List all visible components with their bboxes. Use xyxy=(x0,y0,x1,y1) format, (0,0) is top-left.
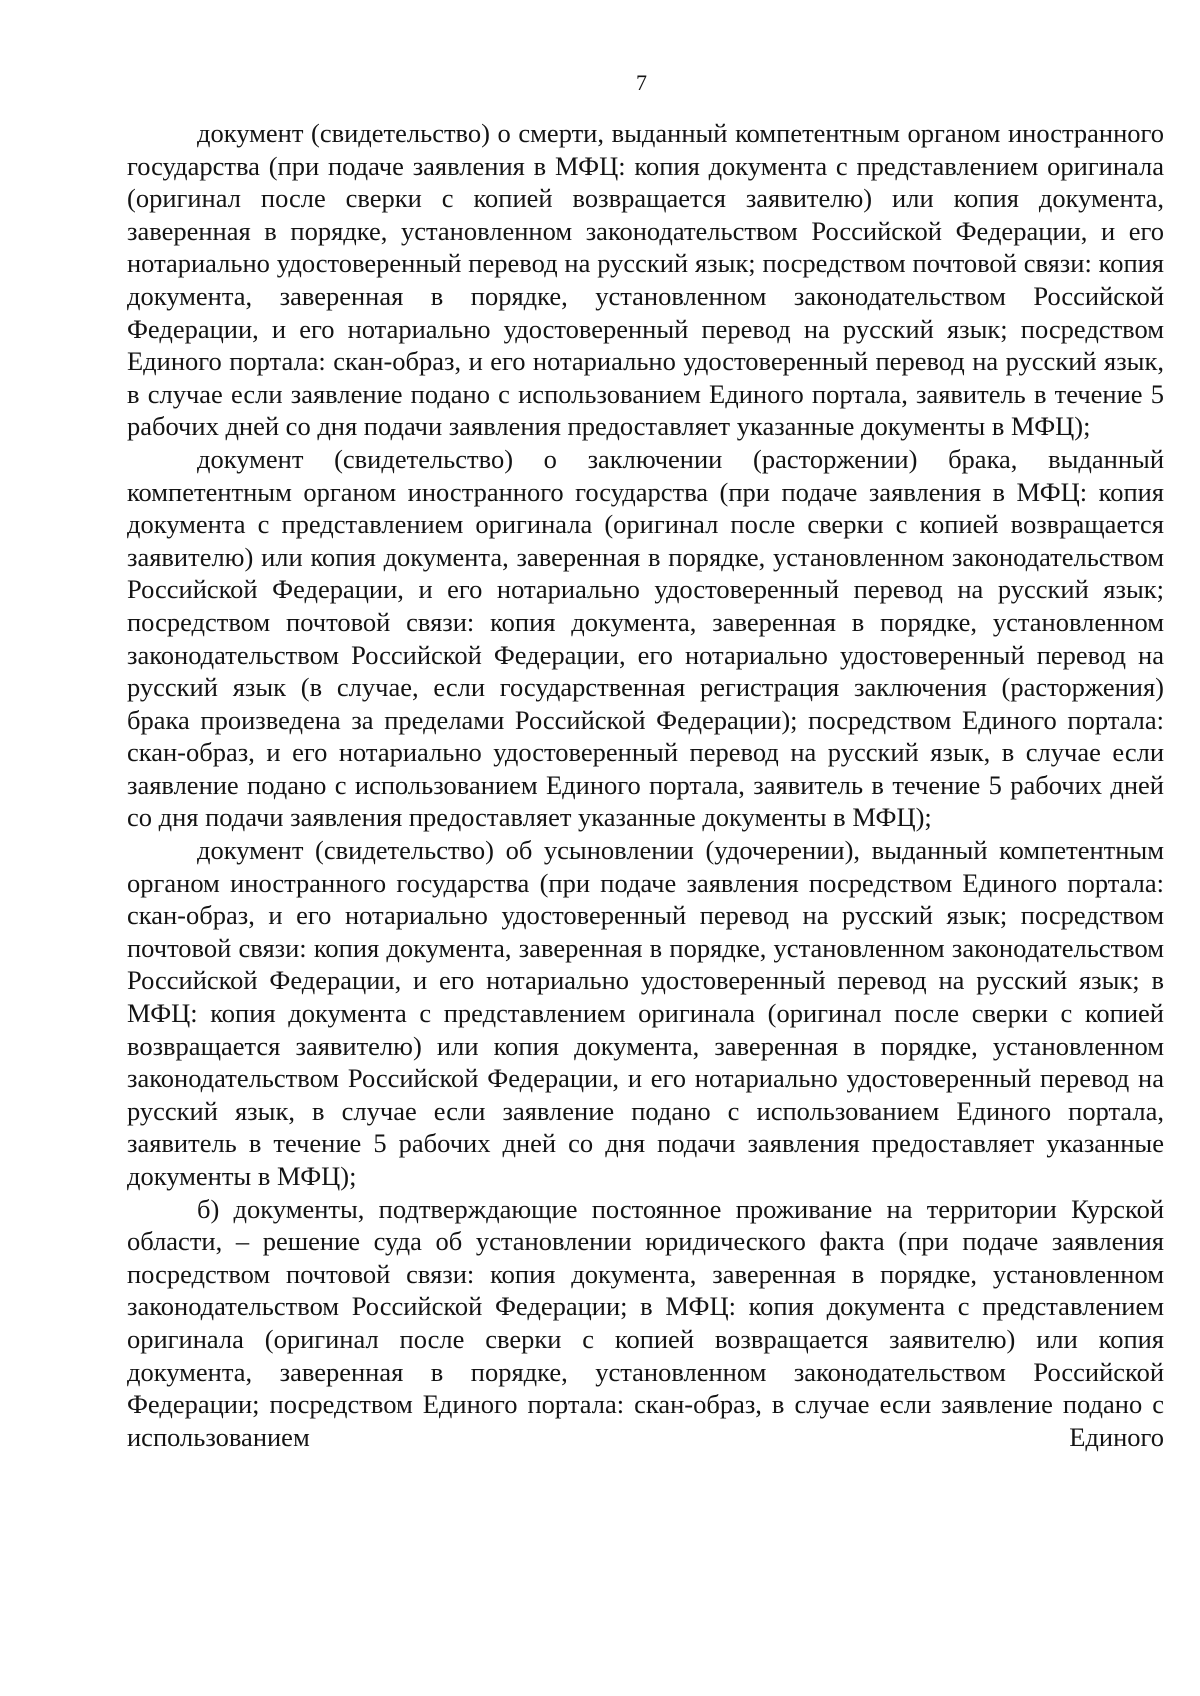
paragraph-residence-documents: б) документы, подтверждающие постоянное проживание на территории Курской области, – решение суда об установлении юридического факта (при подаче заявления посредством почтовой связи: копия документа, заверенная в порядке, установленном законодательством Российской Федерации; в МФЦ: копия документа с представлением оригинала (оригинал после сверки с копией возвращается заявителю) или копия документа, заверенная в порядке, установленном законодательством Российской Федерации; посредством Единого портала: скан-образ, в случае если заявление подано с использованием Единого xyxy=(127,1193,1164,1452)
paragraph-death-certificate: документ (свидетельство) о смерти, выданный компетентным органом иностранного государства (при подаче заявления в МФЦ: копия документа с представлением оригинала (оригинал после сверки с копией возвращается заявителю) или копия документа, заверенная в порядке, установленном законодательством Российской Федерации, и его нотариально удостоверенный перевод на русский язык; посредством почтовой связи: копия документа, заверенная в порядке, установленном законодательством Российской Федерации, и его нотариально удостоверенный перевод на русский язык; посредством Единого портала: скан-образ, и его нотариально удостоверенный перевод на русский язык, в случае если заявление подано с использованием Единого портала, заявитель в течение 5 рабочих дней со дня подачи заявления предоставляет указанные документы в МФЦ); xyxy=(127,118,1164,442)
page-number: 7 xyxy=(636,70,647,95)
paragraph-marriage-certificate: документ (свидетельство) о заключении (расторжении) брака, выданный компетентным органом иностранного государства (при подаче заявления в МФЦ: копия документа с представлением оригинала (оригинал после сверки с копией возвращается заявителю) или копия документа, заверенная в порядке, установленном законодательством Российской Федерации, и его нотариально удостоверенный перевод на русский язык; посредством почтовой связи: копия документа, заверенная в порядке, установленном законодательством Российской Федерации, его нотариально удостоверенный перевод на русский язык (в случае, если государственная регистрация заключения (расторжения) брака произведена за пределами Российской Федерации); посредством Единого портала: скан-образ, и его нотариально удостоверенный перевод на русский язык, в случае если заявление подано с использованием Единого портала, заявитель в течение 5 рабочих дней со дня подачи заявления предоставляет указанные документы в МФЦ); xyxy=(127,443,1164,833)
paragraph-adoption-certificate: документ (свидетельство) об усыновлении (удочерении), выданный компетентным органом иностранного государства (при подаче заявления посредством Единого портала: скан-образ, и его нотариально удостоверенный перевод на русский язык; посредством почтовой связи: копия документа, заверенная в порядке, установленном законодательством Российской Федерации, и его нотариально удостоверенный перевод на русский язык; в МФЦ: копия документа с представлением оригинала (оригинал после сверки с копией возвращается заявителю) или копия документа, заверенная в порядке, установленном законодательством Российской Федерации, и его нотариально удостоверенный перевод на русский язык, в случае если заявление подано с использованием Единого портала, заявитель в течение 5 рабочих дней со дня подачи заявления предоставляет указанные документы в МФЦ); xyxy=(127,835,1164,1191)
document-body xyxy=(127,117,1164,1453)
